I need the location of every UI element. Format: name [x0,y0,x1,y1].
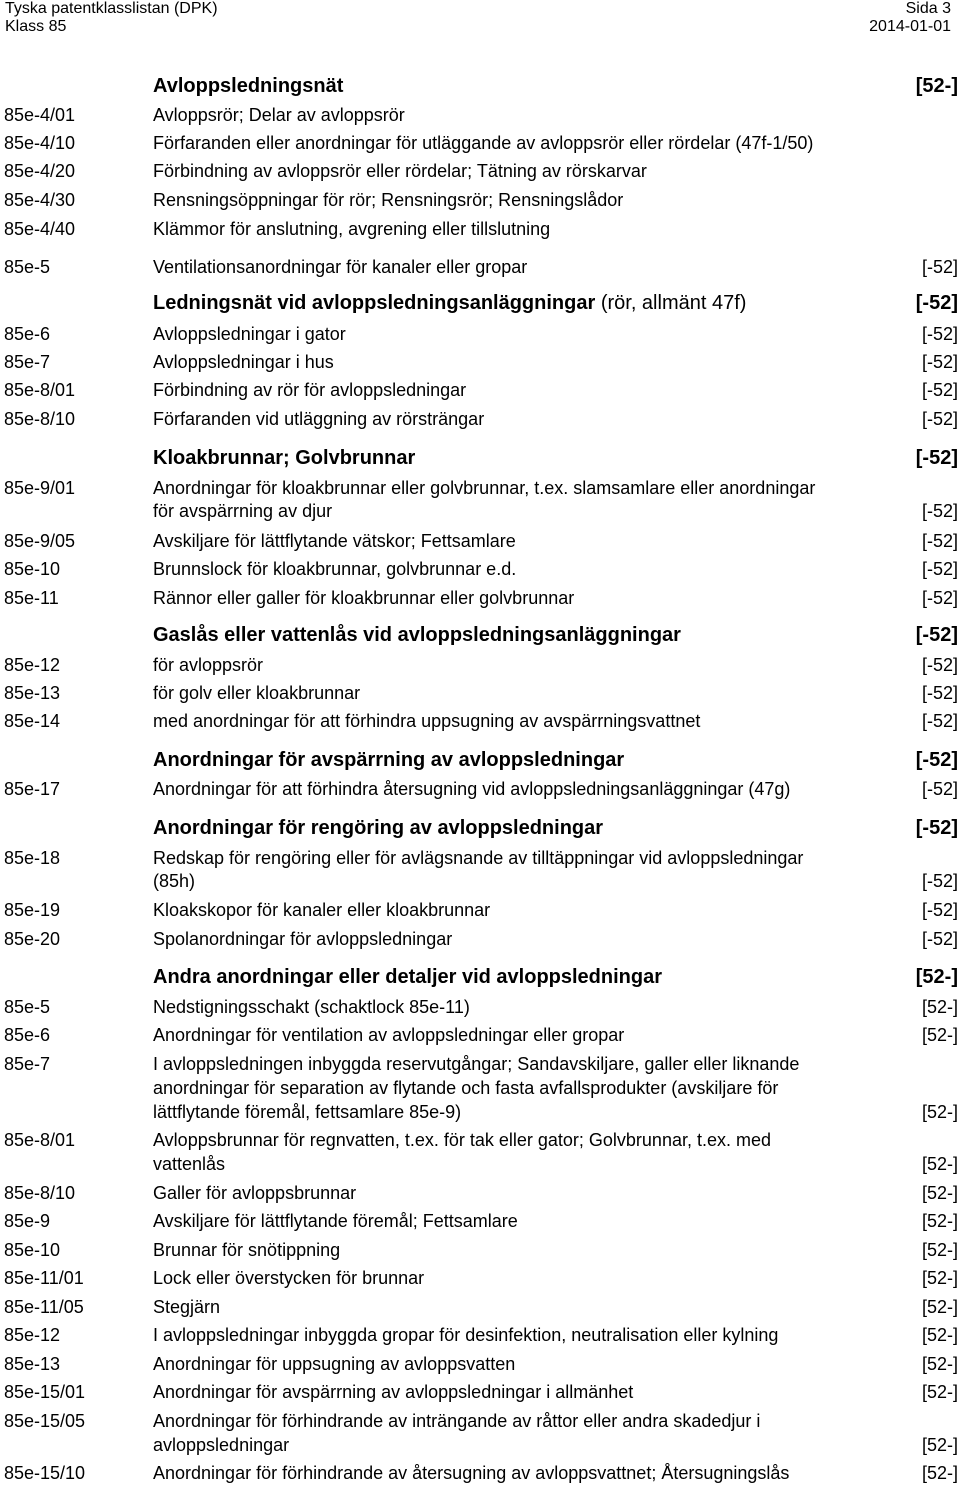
title-text: Rännor eller galler för kloakbrunnar eller golvbrunnar [153,588,575,608]
date-range-tag: [-52] [921,929,958,949]
class-description [153,131,813,155]
title-text: Andra anordningar eller detaljer vid avloppsledningar [153,966,663,988]
date-range-tag: [52-] [921,1268,958,1288]
section-title [153,965,662,989]
class-description [153,1100,461,1124]
list-item [0,681,960,705]
title-text: vattenlås [153,1154,226,1174]
date-range-tag: [52-] [921,1211,958,1231]
date-range-tag: [-52] [921,871,958,891]
title-text: för avloppsrör [153,655,264,675]
date-range-tag: [52-] [921,1297,958,1317]
class-code: 85e-19 [4,900,61,920]
title-text: för avspärrning av djur [153,501,333,521]
class-code: 85e-11/05 [4,1297,84,1317]
class-description [153,322,346,346]
list-item [0,995,960,1019]
class-description [153,529,516,553]
section-title [153,446,415,470]
list-item [0,1152,960,1176]
class-description [153,1076,778,1100]
title-text: Brunnar för snötippning [153,1240,341,1260]
date-range-tag: [-52] [915,817,958,839]
list-item [0,407,960,431]
list-item [0,586,960,610]
class-description [153,1352,515,1376]
date-range-tag: [52-] [921,1382,958,1402]
class-code: 85e-20 [4,929,61,949]
class-description [153,995,470,1019]
page-number: Sida 3 [905,0,951,17]
date-range-tag: [52-] [921,1325,958,1345]
class-description [153,217,550,241]
title-text: Rensningsöppningar för rör; Rensningsrör; Rensningslådor [153,190,624,210]
title-note: (rör, allmänt 47f) [595,292,747,314]
list-item [0,1433,960,1457]
class-description [153,1128,771,1152]
class-code: 85e-11 [4,588,59,608]
class-code: 85e-7 [4,1054,51,1074]
class-description [153,1266,424,1290]
list-item [0,103,960,127]
class-description [153,1209,518,1233]
date-range-tag: [52-] [921,997,958,1017]
title-text: Avskiljare för lättflytande vätskor; Fettsamlare [153,531,516,551]
date-range-tag: [52-] [921,1154,958,1174]
class-description [153,350,334,374]
date-range-tag: [-52] [921,779,958,799]
date-range-tag: [-52] [921,257,958,277]
class-code: 85e-9/01 [4,478,76,498]
class-description [153,255,527,279]
title-text: Avskiljare för lättflytande föremål; Fettsamlare [153,1211,518,1231]
class-code: 85e-4/01 [4,105,76,125]
title-text: Anordningar för avspärrning av avloppsledningar [153,749,625,771]
list-item [0,777,960,801]
class-label: Klass 85 [5,18,67,35]
title-text: lättflytande föremål, fettsamlare 85e-9) [153,1102,462,1122]
class-code: 85e-18 [4,848,61,868]
list-item [0,529,960,553]
title-text: Brunnslock för kloakbrunnar, golvbrunnar e.d. [153,559,517,579]
class-code: 85e-8/10 [4,1183,76,1203]
date-range-tag: [-52] [921,655,958,675]
class-description [153,1152,225,1176]
class-code: 85e-9/05 [4,531,76,551]
class-description [153,407,484,431]
class-code: 85e-5 [4,257,51,277]
list-item [0,217,960,241]
title-text: Lock eller överstycken för brunnar [153,1268,425,1288]
section-title [153,623,681,647]
list-item [0,846,960,870]
list-item [0,557,960,581]
list-item [0,255,960,279]
title-text: Gaslås eller vattenlås vid avloppsledningsanläggningar [153,624,681,646]
section-heading [0,965,960,989]
class-description [153,499,332,523]
title-text: Kloakskopor för kanaler eller kloakbrunnar [153,900,491,920]
list-item [0,709,960,733]
date-range-tag: [-52] [915,447,958,469]
date-range-tag: [52-] [915,75,958,97]
title-text: (85h) [153,871,196,891]
list-item [0,1266,960,1290]
class-code: 85e-12 [4,655,61,675]
date-range-tag: [52-] [921,1463,958,1483]
list-item [0,499,960,523]
title-text: Klämmor för anslutning, avgrening eller tillslutning [153,219,551,239]
section-heading [0,74,960,98]
class-description [153,846,803,870]
title-text: Redskap för rengöring eller för avlägsnande av tilltäppningar vid avloppsledningar [153,848,804,868]
list-item [0,1461,960,1485]
class-code: 85e-17 [4,779,61,799]
section-title [153,816,603,840]
list-item [0,1128,960,1152]
date-range-tag: [52-] [921,1183,958,1203]
class-description [153,1181,356,1205]
title-text: Anordningar för förhindrande av återsugning av avloppsvattnet; Återsugningslås [153,1463,790,1483]
title-text: Stegjärn [153,1297,221,1317]
class-code: 85e-8/01 [4,1130,76,1150]
class-description [153,709,700,733]
title-text: Anordningar för förhindrande av inträngande av råttor eller andra skadedjur i [153,1411,761,1431]
section-title [153,291,746,315]
list-item [0,378,960,402]
date-range-tag: [-52] [921,324,958,344]
title-text: Förbindning av avloppsrör eller rördelar; Tätning av rörskarvar [153,161,647,181]
class-code: 85e-10 [4,1240,61,1260]
list-item [0,350,960,374]
list-item [0,1295,960,1319]
list-item [0,869,960,893]
class-description [153,869,195,893]
class-code: 85e-13 [4,683,61,703]
title-text: Avloppsledningar i gator [153,324,346,344]
class-code: 85e-9 [4,1211,51,1231]
list-item [0,1076,960,1100]
title-text: Spolanordningar för avloppsledningar [153,929,453,949]
class-description [153,1461,789,1485]
list-item [0,1209,960,1233]
class-description [153,378,466,402]
list-item [0,927,960,951]
class-description [153,681,360,705]
list-item [0,131,960,155]
section-title [153,748,624,772]
class-code: 85e-13 [4,1354,61,1374]
list-item [0,1052,960,1076]
title-text: Ledningsnät vid avloppsledningsanläggningar [153,292,596,314]
class-code: 85e-6 [4,1025,51,1045]
title-text: Anordningar för rengöring av avloppsledningar [153,817,604,839]
list-item [0,1380,960,1404]
title-text: Ventilationsanordningar för kanaler eller gropar [153,257,528,277]
section-heading [0,291,960,315]
date-range-tag: [52-] [921,1354,958,1374]
class-description [153,1380,633,1404]
date-range-tag: [-52] [921,380,958,400]
title-text: I avloppsledningen inbyggda reservutgångar; Sandavskiljare, galler eller liknande [153,1054,800,1074]
list-item [0,1352,960,1376]
title-text: Kloakbrunnar; Golvbrunnar [153,447,416,469]
document-date: 2014-01-01 [869,18,951,35]
title-text: anordningar för separation av flytande och fasta avfallsprodukter (avskiljare för [153,1078,779,1098]
date-range-tag: [-52] [921,711,958,731]
class-code: 85e-12 [4,1325,61,1345]
date-range-tag: [-52] [921,501,958,521]
date-range-tag: [-52] [915,749,958,771]
title-text: Nedstigningsschakt (schaktlock 85e-11) [153,997,470,1017]
class-code: 85e-15/05 [4,1411,86,1431]
date-range-tag: [-52] [915,292,958,314]
class-code: 85e-4/20 [4,161,76,181]
title-text: Anordningar för uppsugning av avloppsvatten [153,1354,516,1374]
list-item [0,322,960,346]
date-range-tag: [-52] [921,559,958,579]
title-text: Avloppsledningar i hus [153,352,334,372]
list-item [0,1409,960,1433]
list-item [0,898,960,922]
class-description [153,1295,220,1319]
list-item [0,1238,960,1262]
class-description [153,927,452,951]
class-description [153,1409,760,1433]
date-range-tag: [52-] [921,1435,958,1455]
list-item [0,159,960,183]
title-text: Avloppsbrunnar för regnvatten, t.ex. för tak eller gator; Golvbrunnar, t.ex. med [153,1130,771,1150]
title-text: Anordningar för kloakbrunnar eller golvbrunnar, t.ex. slamsamlare eller anordningar [153,478,816,498]
date-range-tag: [52-] [915,966,958,988]
section-title [153,74,343,98]
class-code: 85e-7 [4,352,51,372]
date-range-tag: [52-] [921,1025,958,1045]
class-code: 85e-8/10 [4,409,76,429]
list-item [0,653,960,677]
title-text: Anordningar för att förhindra återsugning vid avloppsledningsanläggningar (47g) [153,779,791,799]
class-description [153,159,647,183]
date-range-tag: [-52] [921,409,958,429]
title-text: Avloppsrör; Delar av avloppsrör [153,105,405,125]
class-code: 85e-15/10 [4,1463,86,1483]
date-range-tag: [-52] [921,588,958,608]
class-description [153,1433,289,1457]
title-text: Anordningar för avspärrning av avloppsledningar i allmänhet [153,1382,634,1402]
date-range-tag: [52-] [921,1240,958,1260]
class-description [153,653,263,677]
class-code: 85e-4/40 [4,219,76,239]
class-code: 85e-4/30 [4,190,76,210]
class-code: 85e-6 [4,324,51,344]
title-text: Förbindning av rör för avloppsledningar [153,380,467,400]
list-item [0,1100,960,1124]
class-description [153,103,405,127]
list-item [0,1323,960,1347]
title-text: I avloppsledningar inbyggda gropar för desinfektion, neutralisation eller kylning [153,1325,779,1345]
class-description [153,557,516,581]
date-range-tag: [-52] [921,900,958,920]
document-title: Tyska patentklasslistan (DPK) [5,0,218,17]
title-text: med anordningar för att förhindra uppsugning av avspärrningsvattnet [153,711,701,731]
class-code: 85e-8/01 [4,380,76,400]
class-code: 85e-10 [4,559,61,579]
class-description [153,476,815,500]
date-range-tag: [-52] [921,683,958,703]
date-range-tag: [-52] [921,531,958,551]
class-code: 85e-4/10 [4,133,76,153]
section-heading [0,748,960,772]
class-description [153,188,623,212]
list-item [0,1023,960,1047]
class-code: 85e-11/01 [4,1268,84,1288]
class-code: 85e-5 [4,997,51,1017]
class-description [153,586,574,610]
title-text: för golv eller kloakbrunnar [153,683,361,703]
section-heading [0,623,960,647]
section-heading [0,816,960,840]
list-item [0,188,960,212]
title-text: Förfaranden vid utläggning av rörsträngar [153,409,485,429]
class-description [153,1323,778,1347]
class-description [153,1052,799,1076]
date-range-tag: [52-] [921,1102,958,1122]
class-description [153,777,790,801]
class-code: 85e-15/01 [4,1382,86,1402]
title-text: Avloppsledningsnät [153,75,344,97]
class-code: 85e-14 [4,711,61,731]
class-description [153,898,490,922]
title-text: Förfaranden eller anordningar för utläggande av avloppsrör eller rördelar (47f-1/50) [153,133,814,153]
date-range-tag: [-52] [915,624,958,646]
list-item [0,1181,960,1205]
section-heading [0,446,960,470]
title-text: avloppsledningar [153,1435,290,1455]
title-text: Anordningar för ventilation av avloppsledningar eller gropar [153,1025,625,1045]
title-text: Galler för avloppsbrunnar [153,1183,357,1203]
date-range-tag: [-52] [921,352,958,372]
class-description [153,1238,340,1262]
list-item [0,476,960,500]
class-description [153,1023,624,1047]
